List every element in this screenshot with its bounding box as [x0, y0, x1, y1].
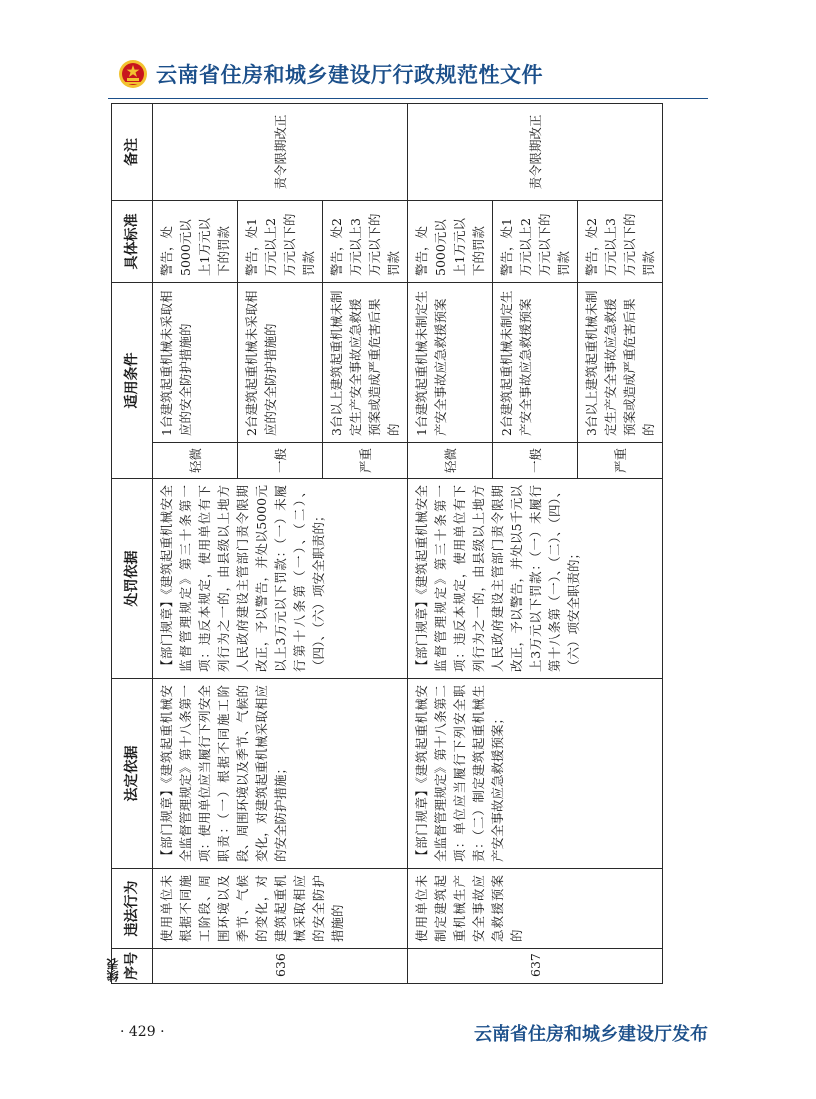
level-standard: 警告，处2万元以上3万元以下的罚款: [323, 201, 408, 283]
level-standard: 警告，处1万元以上2万元以下的罚款: [238, 201, 323, 283]
row-legal-basis: 【部门规章】《建筑起重机械安全监督管理规定》第十八条第二项：单位应当履行下列安全职责：（二）制定建筑起重机械生产安全事故应急救援预案；: [408, 679, 663, 869]
header-legal-basis: 法定依据: [112, 679, 153, 869]
level-condition: 1台建筑起重机械未制定生产安全事故应急救援预案: [408, 283, 493, 443]
table-row: [408, 104, 493, 984]
level-condition: 3台以上建筑起重机械未制定生产安全事故应急救援预案或造成严重危害后果的: [323, 283, 408, 443]
row-note: 责令限期改正: [153, 104, 408, 201]
header-seq: 序号: [112, 949, 153, 984]
penalty-standard-table: [111, 103, 663, 984]
level-standard: 警告，处5000元以上1万元以下的罚款: [408, 201, 493, 283]
level-label: 一般: [493, 443, 578, 479]
row-seq: 637: [408, 949, 663, 984]
level-standard: 警告，处5000元以上1万元以下的罚款: [153, 201, 238, 283]
row-penalty-basis: 【部门规章】《建筑起重机械安全监督管理规定》第三十条第一项：违反本规定，使用单位有下列行为之一的，由县级以上地方人民政府建设主管部门责令限期改正，予以警告，并处以5千元以上3万元以下罚款：（一）未履行第十八条第（一）、（二）、（四）、（六）项安全职责的；: [408, 479, 663, 679]
header-divider: [108, 98, 708, 99]
level-standard: 警告，处2万元以上3万元以下的罚款: [578, 201, 663, 283]
level-label: 一般: [238, 443, 323, 479]
national-emblem-icon: [118, 59, 148, 89]
header-standard: 具体标准: [112, 201, 153, 283]
level-label: 严重: [578, 443, 663, 479]
header-violation: 违法行为: [112, 869, 153, 949]
continued-table-label: 续表: [106, 958, 120, 982]
row-violation: 使用单位未制定建筑起重机械生产安全事故应急救援预案的: [408, 869, 663, 949]
level-label: 轻微: [153, 443, 238, 479]
level-condition: 3台以上建筑起重机械未制定生产安全事故应急救援预案或造成严重危害后果的: [578, 283, 663, 443]
level-condition: 2台建筑起重机械未制定生产安全事故应急救援预案: [493, 283, 578, 443]
header-conditions: 适用条件: [112, 283, 153, 479]
row-violation: 使用单位未根据不同施工阶段、周围环境以及季节、气候的变化，对建筑起重机械采取相应的安全防护措施的: [153, 869, 408, 949]
level-label: 轻微: [408, 443, 493, 479]
row-note: 责令限期改正: [408, 104, 663, 201]
penalty-standard-table-container: [111, 104, 656, 984]
page-number: · 429 ·: [120, 1024, 165, 1040]
row-seq: 636: [153, 949, 408, 984]
table-header-row: [112, 104, 153, 984]
header-note: 备注: [112, 104, 153, 201]
level-label: 严重: [323, 443, 408, 479]
row-legal-basis: 【部门规章】《建筑起重机械安全监督管理规定》第十八条第一项：使用单位应当履行下列安全职责：（一）根据不同施工阶段、周围环境以及季节、气候的变化，对建筑起重机械采取相应的安全防护措施；: [153, 679, 408, 869]
level-condition: 1台建筑起重机械未采取相应的安全防护措施的: [153, 283, 238, 443]
row-penalty-basis: 【部门规章】《建筑起重机械安全监督管理规定》第三十条第一项：违反本规定，使用单位有下列行为之一的，由县级以上地方人民政府建设主管部门责令限期改正，予以警告，并处以5000元以上3万元以下罚款：（一）未履行第十八条第（一）、（二）、（四）、（六）项安全职责的；: [153, 479, 408, 679]
level-standard: 警告，处1万元以上2万元以下的罚款: [493, 201, 578, 283]
table-row: [153, 104, 238, 984]
header-penalty-basis: 处罚依据: [112, 479, 153, 679]
publisher-label: 云南省住房和城乡建设厅发布: [474, 1024, 708, 1045]
page-header: [118, 58, 543, 90]
document-series-title: 云南省住房和城乡建设厅行政规范性文件: [156, 63, 543, 87]
level-condition: 2台建筑起重机械未采取相应的安全防护措施的: [238, 283, 323, 443]
